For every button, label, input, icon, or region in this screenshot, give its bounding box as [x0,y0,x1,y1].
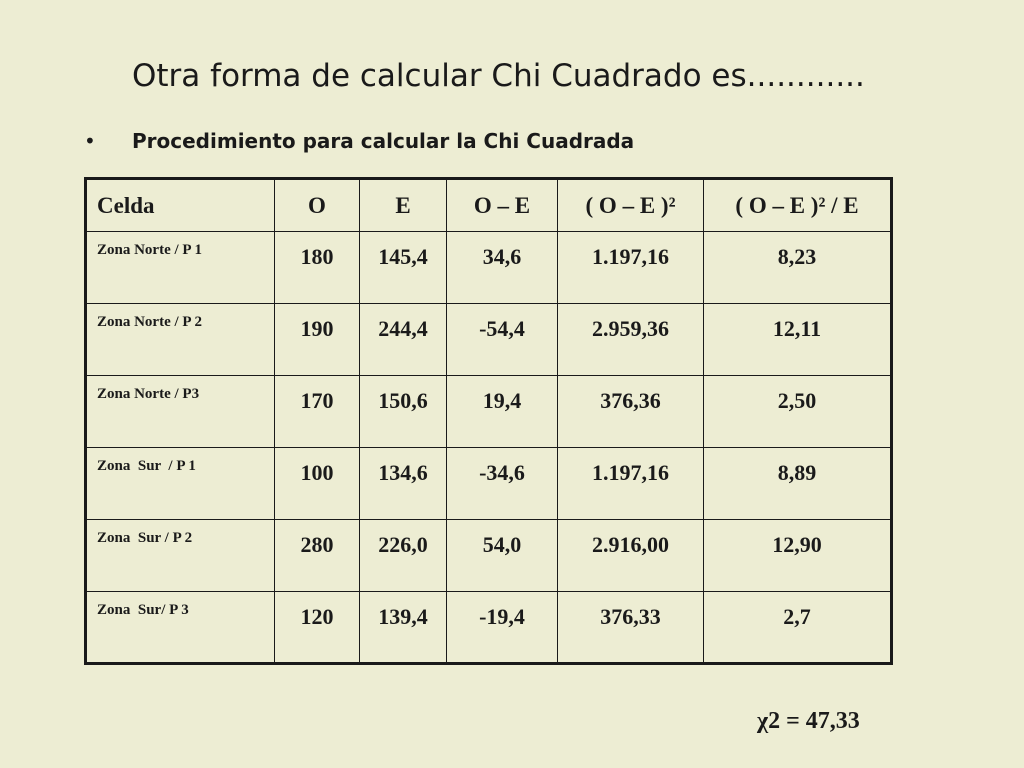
cell-chi-contribution: 2,7 [704,592,892,664]
header-chi-contribution: ( O – E )² / E [704,179,892,232]
table-row [86,520,892,592]
header-difference: O – E [447,179,558,232]
cell-expected: 150,6 [360,376,447,448]
cell-observed: 180 [275,232,360,304]
table-row [86,304,892,376]
cell-expected: 244,4 [360,304,447,376]
cell-celda: Zona Norte / P3 [86,376,275,448]
cell-celda: Zona Sur/ P 3 [86,592,275,664]
chi-square-result: χ2 = 47,33 [757,708,860,734]
header-expected: E [360,179,447,232]
cell-difference: 19,4 [447,376,558,448]
cell-chi-contribution: 2,50 [704,376,892,448]
cell-expected: 145,4 [360,232,447,304]
cell-expected: 139,4 [360,592,447,664]
cell-observed: 280 [275,520,360,592]
header-difference-squared: ( O – E )² [558,179,704,232]
cell-chi-contribution: 12,11 [704,304,892,376]
cell-celda: Zona Sur / P 2 [86,520,275,592]
cell-difference: -54,4 [447,304,558,376]
cell-observed: 170 [275,376,360,448]
cell-celda: Zona Norte / P 2 [86,304,275,376]
cell-difference: 34,6 [447,232,558,304]
table-row [86,448,892,520]
header-celda: Celda [86,179,275,232]
cell-difference-squared: 2.916,00 [558,520,704,592]
bullet-icon: • [84,129,96,153]
bullet-text: Procedimiento para calcular la Chi Cuadrada [132,129,635,153]
cell-celda: Zona Norte / P 1 [86,232,275,304]
cell-difference: 54,0 [447,520,558,592]
table-row [86,592,892,664]
cell-expected: 134,6 [360,448,447,520]
cell-difference: -34,6 [447,448,558,520]
bullet-item [84,129,634,153]
cell-expected: 226,0 [360,520,447,592]
cell-difference-squared: 376,33 [558,592,704,664]
cell-difference: -19,4 [447,592,558,664]
cell-observed: 190 [275,304,360,376]
cell-chi-contribution: 8,89 [704,448,892,520]
cell-difference-squared: 1.197,16 [558,448,704,520]
cell-observed: 120 [275,592,360,664]
cell-difference-squared: 2.959,36 [558,304,704,376]
cell-difference-squared: 376,36 [558,376,704,448]
table-row [86,232,892,304]
cell-difference-squared: 1.197,16 [558,232,704,304]
header-observed: O [275,179,360,232]
table-header-row [86,179,892,232]
chi-square-table [84,177,893,665]
cell-chi-contribution: 8,23 [704,232,892,304]
cell-celda: Zona Sur / P 1 [86,448,275,520]
cell-chi-contribution: 12,90 [704,520,892,592]
cell-observed: 100 [275,448,360,520]
slide-title: Otra forma de calcular Chi Cuadrado es............ [132,58,865,94]
table-row [86,376,892,448]
